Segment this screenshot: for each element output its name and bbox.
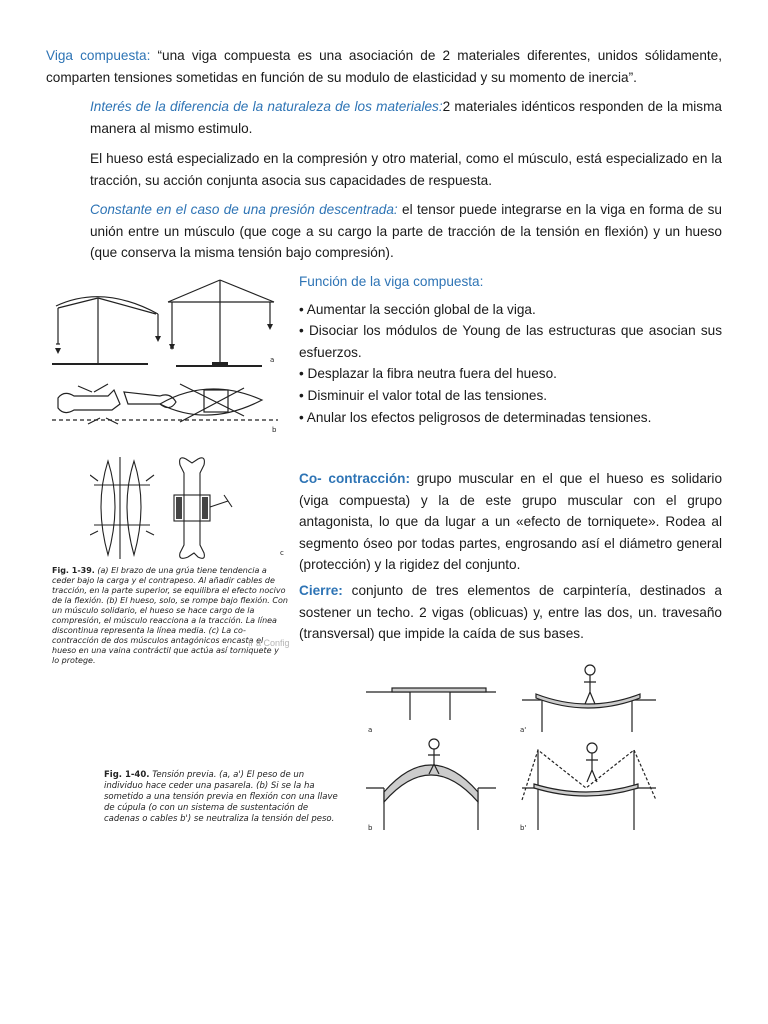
list-item: • Aumentar la sección global de la viga. <box>299 301 536 317</box>
figure-1-39-crane-bone <box>48 272 288 440</box>
fig139-label-a: a <box>270 356 275 364</box>
fig140-caption-text: Tensión previa. (a, a') El peso de un individuo hace ceder una pasarela. (b) Si se la ha sometido a una tensión previa en flexión con una llave de cúpula (o con un sistema de sustentación de cadenas o cables b') se neutraliza la tensión del peso. <box>104 770 338 824</box>
fig140-label-b: b <box>368 824 373 832</box>
list-item: • Anular los efectos peligrosos de determinadas tensiones. <box>299 409 652 425</box>
paragraph-cocontraccion <box>299 468 722 576</box>
term-viga-compuesta: Viga compuesta: <box>46 48 151 63</box>
bone-c <box>180 458 205 558</box>
figure-1-40-bridges <box>366 660 666 838</box>
text-cocontraccion: grupo muscular en el que el hueso es solidario (viga compuesta) y la de este grupo muscular con el grupo antagonista, lo que da lugar a un «efecto de torniquete». Rodea al segmento óseo por todas partes, engrosando así el diámetro general (protección) y la rigidez del conjunto. <box>299 471 722 573</box>
broken-bone <box>58 390 120 413</box>
fig140-number: Fig. 1-40. <box>104 770 150 780</box>
text-cierre: conjunto de tres elementos de carpintería, destinados a sostener un techo. 2 vigas (oblicuas) y, entre las dos, un. travesaño (transversal) que impide la caída de sus bases. <box>299 583 722 642</box>
term-cocontraccion: Co- contracción: <box>299 471 411 486</box>
fig140-label-b2: b' <box>520 824 527 832</box>
list-item: • Desplazar la fibra neutra fuera del hueso. <box>299 366 557 382</box>
muscle-right <box>127 461 141 555</box>
term-interes: Interés de la diferencia de la naturaleza de los materiales: <box>90 99 443 114</box>
term-constante: Constante en el caso de una presión descentrada: <box>90 202 398 217</box>
text-constante: el tensor puede integrarse en la viga en forma de su unión entre un músculo (que coge a su cargo la parte de tracción de la tensión en flexión) y un hueso (que conserva la misma tensión bajo compresión). <box>90 202 722 261</box>
term-cierre: Cierre: <box>299 583 343 598</box>
paragraph-cierre <box>299 580 722 645</box>
section-funcion <box>299 271 722 428</box>
paragraph-viga-compuesta <box>46 45 722 88</box>
text-hueso: El hueso está especializado en la compresión y otro material, como el músculo, está especializado en la tracción, su acción conjunta asocia sus capacidades de respuesta. <box>90 151 722 188</box>
fig140-label-a: a <box>368 726 373 734</box>
fig139-number: Fig. 1-39. <box>52 566 95 575</box>
fig140-label-a2: a' <box>520 726 527 734</box>
muscle-left <box>101 461 115 555</box>
list-item: • Disminuir el valor total de las tensiones. <box>299 387 548 403</box>
text-interes: 2 materiales idénticos responden de la misma manera al mismo estimulo. <box>90 99 722 136</box>
paragraph-constante <box>90 199 722 264</box>
fig139-label-b: b <box>272 426 277 434</box>
paragraph-hueso <box>90 148 722 191</box>
heading-funcion: Función de la viga compuesta: <box>299 274 484 289</box>
figure-1-39-cocontraction <box>90 455 290 561</box>
watermark-text: Ir a Config <box>248 638 290 648</box>
figure-1-39-caption <box>52 566 288 666</box>
crane-left-arm <box>56 297 158 314</box>
fig139-caption-text: (a) El brazo de una grúa tiene tendencia a ceder bajo la carga y el contrapeso. Al añadir cables de tracción, en la parte superior, se equilibra el efecto nocivo de la flexión. (b) El hueso, solo, se rompe bajo flexión. Con un músculo solidario, el hueso se hace cargo de la compresión, el músculo reacciona a la tracción. La línea discontinua representa la línea media. (c) La co-contracción de dos músculos antagónicos encasta el hueso en una vaina contráctil que actúa así torniquete y lo protege. <box>52 566 288 665</box>
figure-1-40-caption <box>104 770 344 825</box>
list-item: • Disociar los módulos de Young de las estructuras que asocian sus esfuerzos. <box>299 323 722 360</box>
fig139-label-c: c <box>280 549 284 557</box>
definition-viga-compuesta: “una viga compuesta es una asociación de 2 materiales diferentes, unidos sólidamente, comparten tensiones sometidas en función de su modulo de elasticidad y su momento de inercia”. <box>46 48 723 85</box>
funcion-list <box>299 299 722 429</box>
suspended-beam <box>534 784 638 796</box>
paragraph-interes <box>90 96 722 139</box>
